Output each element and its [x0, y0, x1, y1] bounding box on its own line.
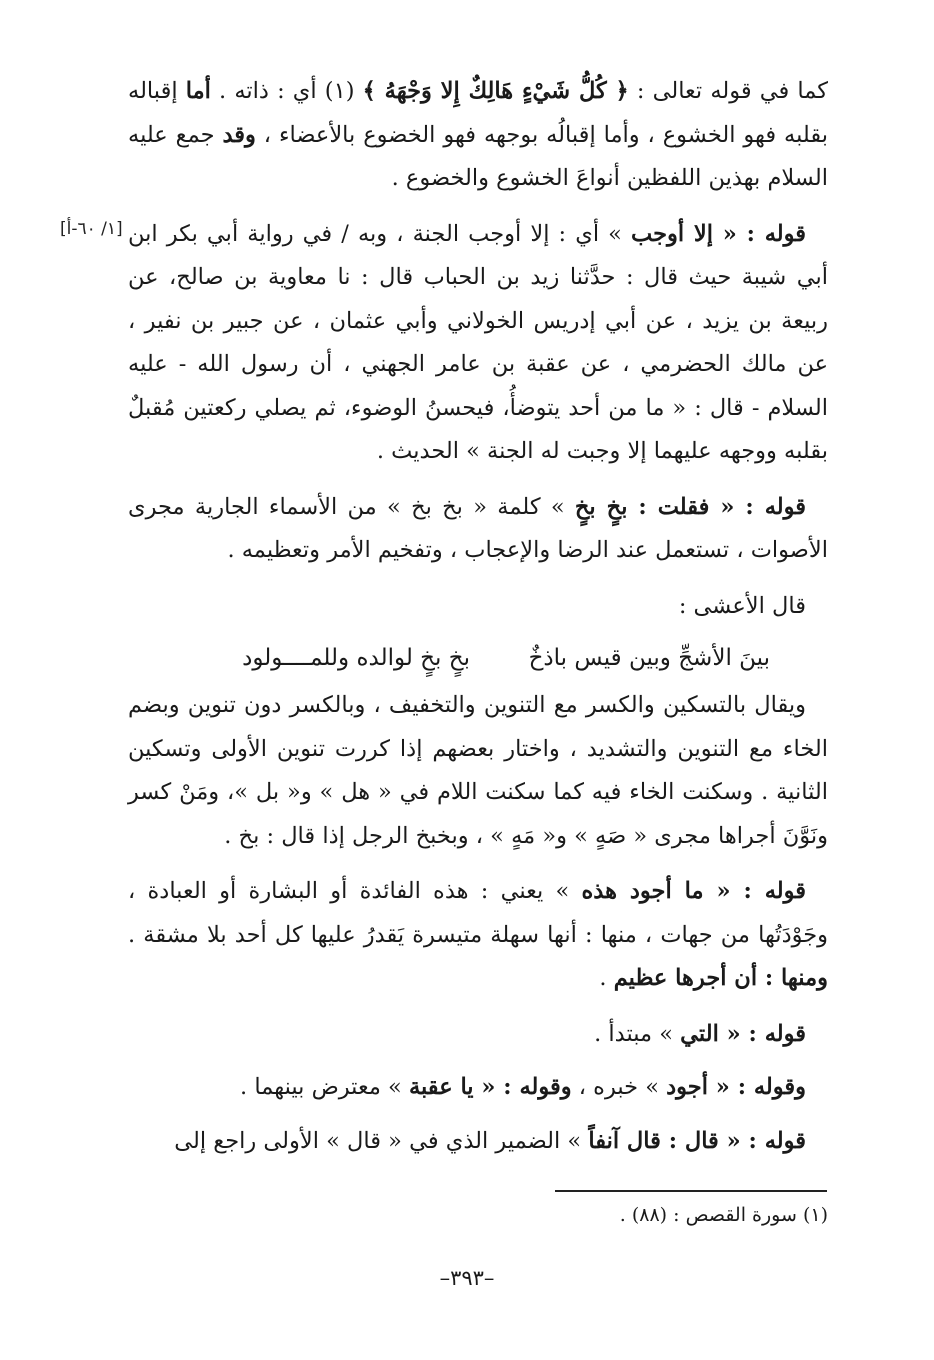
page-number: –٣٩٣– — [439, 1266, 495, 1290]
lead: قوله : « — [703, 878, 806, 904]
lead: قوله : « — [713, 220, 806, 247]
lemma: أجود — [666, 1074, 708, 1100]
text: جمع عليه السلام بهذين اللفظين أنواعَ الخشوع والخضوع . — [128, 121, 828, 191]
marginal-manuscript-reference: [١/ ٦٠-أ] — [60, 219, 123, 239]
bold-word: أما — [185, 78, 211, 104]
lemma: إلا أوجب — [631, 220, 714, 247]
verse-hemistich-1: بينَ الأشجِّ وبين قيس باذخٌ — [528, 645, 770, 671]
lead: وقوله : « — [473, 1074, 572, 1100]
lemma: التي — [680, 1020, 719, 1047]
paragraph-3 — [128, 486, 828, 573]
text: » خبره ، — [571, 1074, 667, 1100]
text: . — [599, 965, 614, 991]
text: » يعني : هذه الفائدة أو البشارة أو العبادة ، وجَوْدَتُها من جهات ، منها : أنها سهلة متيسرة يَقدرُ عليها كل أحد بلا مشقة . — [128, 878, 828, 948]
paragraph-9 — [128, 1120, 828, 1164]
paragraph-5 — [128, 684, 828, 858]
page-body — [128, 70, 828, 1163]
lead: قوله : « — [709, 493, 807, 520]
paragraph-6 — [128, 870, 828, 1001]
text: » معترض بينهما . — [240, 1074, 409, 1100]
text: كما في قوله تعالى : — [628, 78, 828, 104]
text: » مبتدأ . — [594, 1020, 681, 1047]
text: (١) أي : ذاته . — [210, 78, 363, 104]
lead: قوله : « — [718, 1127, 806, 1154]
lemma: فقلت : بخٍ بخٍ — [574, 493, 710, 520]
poetry-verse — [128, 636, 828, 680]
quran-quote: ﴿ كُلُّ شَيْءٍ هَالِكٌ إِلا وَجْهَهُ ﴾ — [362, 78, 629, 104]
lead: وقوله : « — [707, 1074, 806, 1100]
bold-phrase: ومنها : أن أجرها عظيم — [613, 965, 828, 991]
text: » أي : إلا أوجب الجنة ، وبه / في رواية أبي بكر ابن أبي شيبة حيث قال : حدَّثنا زيد بن الحباب قال : نا معاوية بن صالح، عن ربيعة بن يزيد ، عن أبي إدريس الخولاني وأبي عثمان ، عن جبير بن نفير ، عن مالك الحضرمي ، عن عقبة بن عامر الجهني ، أن رسول الله - عليه السلام - قال : « ما من أحد يتوضأُ، فيحسنُ الوضوء، ثم يصلي ركعتين مُقبلٌ بقلبه ووجهه عليهما إلا وجبت له الجنة » الحديث . — [128, 220, 828, 464]
paragraph-4 — [128, 585, 828, 629]
paragraph-8 — [128, 1066, 828, 1110]
text: قال الأعشى : — [678, 592, 806, 619]
text: إقباله بقلبه فهو الخشوع ، وأما إقبالُه بوجهه فهو الخضوع بالأعضاء ، — [128, 78, 828, 148]
lemma: يا عقبة — [408, 1074, 474, 1100]
footnote: (١) سورة القصص : (٨٨) . — [619, 1204, 828, 1226]
bold-word: وقد — [222, 121, 256, 148]
paragraph-2 — [128, 213, 828, 474]
text: ويقال بالتسكين والكسر مع التنوين والتخفيف ، وبالكسر دون تنوين وبضم الخاء مع التنوين والتشديد ، واختار بعضهم إذا كررت تنوين الأولى وتسكين الثانية . وسكنت الخاء فيه كما سكنت اللام في « هل » و« بل »، ومَنْ كسر ونَوَّنَ أجراها مجرى « صَهٍ » و« مَهٍ » ، وبخبخ الرجل إذا قال : بخ . — [128, 692, 828, 849]
verse-hemistich-2: بخٍ بخٍ لوالده وللمــــولود — [242, 645, 470, 671]
text: » كلمة « بخ بخ » من الأسماء الجارية مجرى الأصوات ، تستعمل عند الرضا والإعجاب ، وتفخيم الأمر وتعظيمه . — [128, 493, 828, 563]
lemma: ما أجود هذه — [581, 878, 704, 904]
text: » الضمير الذي في « قال » الأولى راجع إلى — [174, 1127, 589, 1154]
paragraph-7 — [128, 1013, 828, 1057]
lead: قوله : « — [718, 1020, 806, 1047]
lemma: قال : قال آنفاً — [588, 1127, 719, 1154]
footnote-separator — [555, 1190, 827, 1192]
paragraph-1 — [128, 70, 828, 201]
